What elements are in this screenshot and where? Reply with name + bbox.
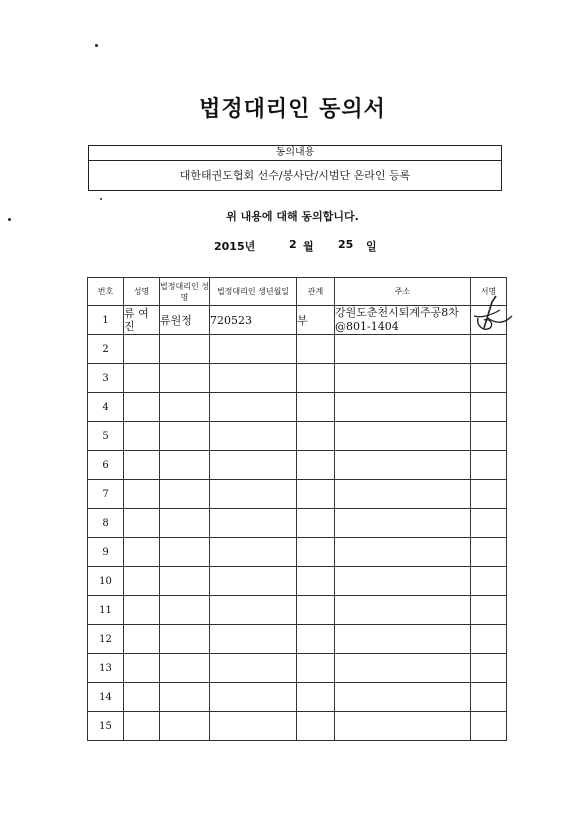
row-name	[124, 567, 160, 596]
row-signature	[471, 712, 507, 741]
row-relation	[297, 567, 335, 596]
table-row	[88, 422, 507, 451]
row-guardian-birth: 720523	[210, 306, 297, 335]
row-number: 6	[88, 451, 124, 480]
table-row	[88, 335, 507, 364]
table-row	[88, 712, 507, 741]
row-address	[335, 596, 471, 625]
row-signature	[471, 625, 507, 654]
row-guardian-name	[160, 683, 210, 712]
row-name	[124, 712, 160, 741]
table-row	[88, 625, 507, 654]
row-number: 13	[88, 654, 124, 683]
scan-speck	[95, 44, 98, 47]
row-guardian-birth	[210, 480, 297, 509]
row-address	[335, 625, 471, 654]
row-guardian-name	[160, 393, 210, 422]
row-relation: 부	[297, 306, 335, 335]
row-relation	[297, 422, 335, 451]
date-year: 2015년	[214, 240, 256, 253]
row-relation	[297, 335, 335, 364]
row-guardian-name	[160, 654, 210, 683]
row-number: 9	[88, 538, 124, 567]
date-day-unit: 일	[366, 240, 377, 253]
header-relation: 관계	[297, 278, 335, 306]
row-address	[335, 683, 471, 712]
row-relation	[297, 451, 335, 480]
row-guardian-birth	[210, 451, 297, 480]
row-guardian-name	[160, 509, 210, 538]
row-signature	[471, 480, 507, 509]
row-guardian-birth	[210, 683, 297, 712]
row-relation	[297, 509, 335, 538]
table-row	[88, 306, 507, 335]
row-guardian-name	[160, 451, 210, 480]
row-address	[335, 712, 471, 741]
row-number: 10	[88, 567, 124, 596]
row-number: 15	[88, 712, 124, 741]
agreement-text: 대한태권도협회 선수/봉사단/시범단 온라인 등록	[179, 169, 411, 182]
row-signature	[471, 567, 507, 596]
table-header-row	[88, 278, 507, 306]
row-address	[335, 480, 471, 509]
row-number: 1	[88, 306, 124, 335]
row-guardian-name	[160, 596, 210, 625]
row-name	[124, 509, 160, 538]
row-number: 8	[88, 509, 124, 538]
table-row	[88, 451, 507, 480]
row-guardian-birth	[210, 335, 297, 364]
row-name	[124, 422, 160, 451]
row-guardian-name	[160, 335, 210, 364]
row-guardian-birth	[210, 625, 297, 654]
row-relation	[297, 683, 335, 712]
header-guardian-birth: 법정대리인 생년월일	[210, 278, 297, 306]
row-address: 강원도춘천시퇴계주공8차@801-1404	[335, 306, 471, 335]
row-signature	[471, 683, 507, 712]
row-address	[335, 335, 471, 364]
row-address	[335, 509, 471, 538]
row-address	[335, 422, 471, 451]
row-guardian-birth	[210, 712, 297, 741]
table-row	[88, 596, 507, 625]
row-name	[124, 451, 160, 480]
row-guardian-name	[160, 625, 210, 654]
header-guardian-name: 법정대리인 성명	[160, 278, 210, 306]
document-title: 법정대리인 동의서	[199, 96, 386, 122]
header-signature: 서명	[471, 278, 507, 306]
row-guardian-birth	[210, 393, 297, 422]
row-guardian-birth	[210, 364, 297, 393]
date-month-unit: 월	[303, 240, 314, 253]
row-address	[335, 567, 471, 596]
date-day-number: 25	[338, 238, 354, 251]
row-relation	[297, 364, 335, 393]
row-relation	[297, 596, 335, 625]
row-guardian-birth	[210, 654, 297, 683]
signature-mark	[470, 288, 514, 338]
row-number: 3	[88, 364, 124, 393]
row-guardian-name: 류원정	[160, 306, 210, 335]
row-guardian-birth	[210, 567, 297, 596]
table-row	[88, 509, 507, 538]
row-guardian-name	[160, 712, 210, 741]
row-number: 4	[88, 393, 124, 422]
row-name	[124, 538, 160, 567]
row-relation	[297, 538, 335, 567]
row-guardian-birth	[210, 422, 297, 451]
header-number: 번호	[88, 278, 124, 306]
table-row	[88, 654, 507, 683]
row-name	[124, 393, 160, 422]
row-relation	[297, 625, 335, 654]
row-number: 2	[88, 335, 124, 364]
row-signature	[471, 364, 507, 393]
row-name	[124, 625, 160, 654]
table-row	[88, 538, 507, 567]
table-row	[88, 567, 507, 596]
guardian-table	[87, 277, 507, 741]
row-name	[124, 480, 160, 509]
row-name: 류 여 진	[124, 306, 160, 335]
row-signature	[471, 393, 507, 422]
row-number: 14	[88, 683, 124, 712]
row-number: 11	[88, 596, 124, 625]
row-guardian-birth	[210, 596, 297, 625]
row-signature	[471, 335, 507, 364]
header-address: 주소	[335, 278, 471, 306]
row-name	[124, 683, 160, 712]
row-address	[335, 451, 471, 480]
row-signature	[471, 538, 507, 567]
row-relation	[297, 654, 335, 683]
row-name	[124, 654, 160, 683]
agreement-header: 동의내용	[89, 146, 501, 161]
row-address	[335, 393, 471, 422]
row-relation	[297, 480, 335, 509]
table-row	[88, 364, 507, 393]
scan-speck	[100, 198, 102, 200]
row-address	[335, 538, 471, 567]
table-row	[88, 480, 507, 509]
date-month-number: 2	[289, 238, 297, 251]
consent-statement: 위 내용에 대해 동의합니다.	[226, 210, 359, 223]
row-name	[124, 364, 160, 393]
row-number: 12	[88, 625, 124, 654]
row-guardian-name	[160, 364, 210, 393]
header-name: 성명	[124, 278, 160, 306]
row-guardian-name	[160, 567, 210, 596]
row-guardian-birth	[210, 509, 297, 538]
table-row	[88, 393, 507, 422]
row-name	[124, 335, 160, 364]
row-signature	[471, 654, 507, 683]
row-number: 5	[88, 422, 124, 451]
row-relation	[297, 712, 335, 741]
row-signature	[471, 422, 507, 451]
row-signature	[471, 596, 507, 625]
row-name	[124, 596, 160, 625]
row-address	[335, 654, 471, 683]
row-address	[335, 364, 471, 393]
row-signature	[471, 451, 507, 480]
row-signature	[471, 509, 507, 538]
row-guardian-name	[160, 538, 210, 567]
agreement-box	[88, 145, 502, 191]
row-guardian-name	[160, 480, 210, 509]
row-guardian-birth	[210, 538, 297, 567]
row-number: 7	[88, 480, 124, 509]
table-row	[88, 683, 507, 712]
row-guardian-name	[160, 422, 210, 451]
row-relation	[297, 393, 335, 422]
